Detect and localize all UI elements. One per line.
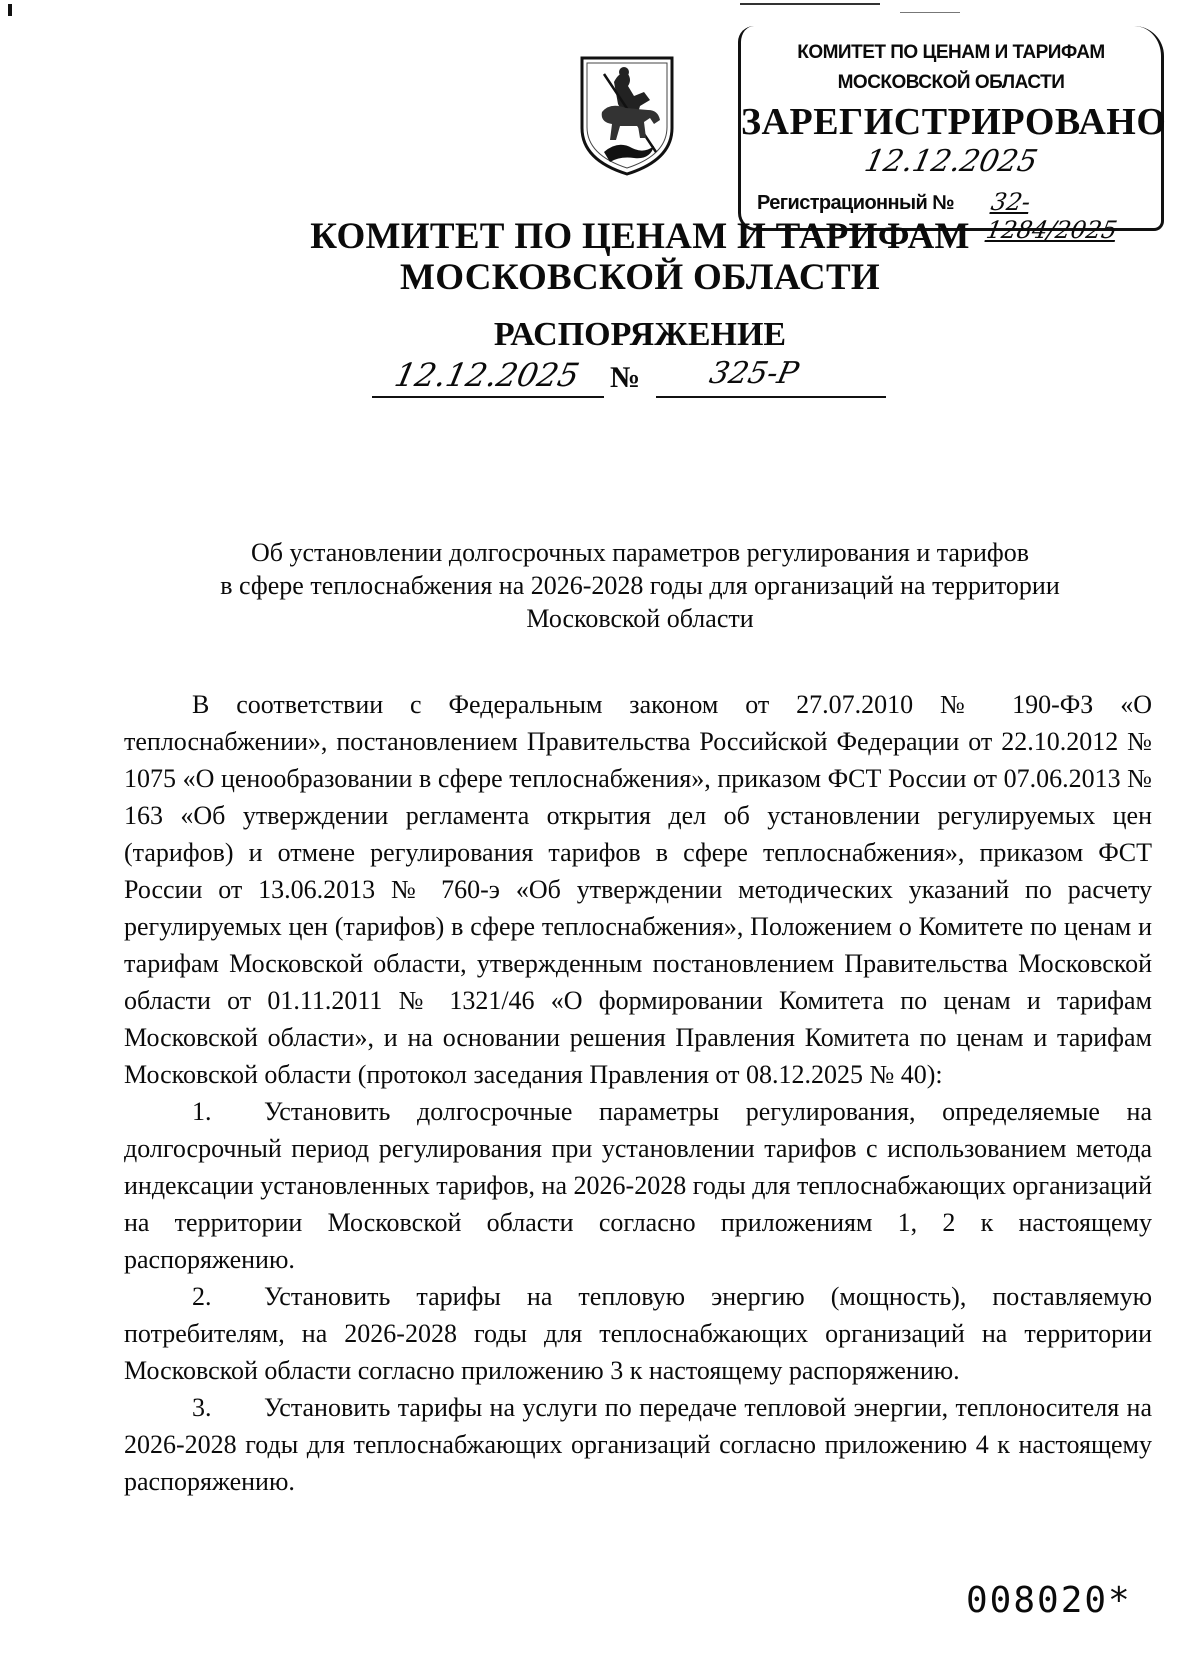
scan-line xyxy=(740,3,880,5)
clause-item xyxy=(124,1389,1152,1500)
moscow-region-coat-of-arms-icon xyxy=(574,52,680,178)
document-title xyxy=(150,536,1130,635)
clause-number: 3. xyxy=(192,1393,212,1422)
document-number: 325-Р xyxy=(706,356,802,391)
stamp-registered-label: ЗАРЕГИСТРИРОВАНО xyxy=(741,101,1167,143)
number-underline xyxy=(656,396,886,398)
org-name-line1: КОМИТЕТ ПО ЦЕНАМ И ТАРИФАМ xyxy=(310,216,970,257)
clause-text: Установить тарифы на услуги по передаче тепловой энергии, теплоносителя на 2026-2028 годы для теплоснабжающих организаций согласно приложению 4 к настоящему распоряжению. xyxy=(124,1393,1152,1496)
date-underline xyxy=(372,396,604,398)
title-line: Московской области xyxy=(526,604,754,633)
stamp-registration-number: 32-1284/2025 xyxy=(984,188,1120,244)
stamp-registration-label: Регистрационный № xyxy=(757,192,954,214)
document-date-number xyxy=(372,356,892,400)
org-name-line2: МОСКОВСКОЙ ОБЛАСТИ xyxy=(399,257,881,298)
stamp-org-line2: МОСКОВСКОЙ ОБЛАСТИ xyxy=(837,72,1065,93)
document-date: 12.12.2025 xyxy=(391,356,583,394)
form-serial-number: 008020* xyxy=(966,1580,1132,1621)
stamp-date: 12.12.2025 xyxy=(861,144,1041,179)
clause-text: Установить тарифы на тепловую энергию (мощность), поставляемую потребителям, на 2026-2028 годы для теплоснабжающих организаций на территории Московской области согласно приложению 3 к настоящему распоряжению. xyxy=(124,1282,1152,1385)
clause-item xyxy=(124,1093,1152,1278)
stamp-org-line1: КОМИТЕТ ПО ЦЕНАМ И ТАРИФАМ xyxy=(797,42,1105,63)
title-line: в сфере теплоснабжения на 2026-2028 годы для организаций на территории xyxy=(220,571,1060,600)
clause-item xyxy=(124,1278,1152,1389)
clause-text: Установить долгосрочные параметры регулирования, определяемые на долгосрочный период регулирования при установлении тарифов с использованием метода индексации установленных тарифов, на 2026-2028 годы для теплоснабжающих организаций на территории Московской области согласно приложениям 1, 2 к настоящему распоряжению. xyxy=(124,1097,1152,1274)
registration-stamp xyxy=(738,26,1167,244)
title-line: Об установлении долгосрочных параметров регулирования и тарифов xyxy=(250,538,1030,567)
document-type: РАСПОРЯЖЕНИЕ xyxy=(493,316,787,353)
number-sign: № xyxy=(610,361,641,394)
scan-line xyxy=(900,12,960,13)
clause-number: 1. xyxy=(192,1097,212,1126)
clause-number: 2. xyxy=(192,1282,212,1311)
document-body xyxy=(124,686,1152,1500)
preamble-paragraph: В соответствии с Федеральным законом от 27.07.2010 № 190-ФЗ «О теплоснабжении», постановлением Правительства Российской Федерации от 22.10.2012 № 1075 «О ценообразовании в сфере теплоснабжения», приказом ФСТ России от 07.06.2013 № 163 «Об утверждении регламента открытия дел об установлении регулируемых цен (тарифов) и отмене регулирования тарифов в сфере теплоснабжения», приказом ФСТ России от 13.06.2013 № 760-э «Об утверждении методических указаний по расчету регулируемых цен (тарифов) в сфере теплоснабжения», Положением о Комитете по ценам и тарифам Московской области, утвержденным постановлением Правительства Московской области от 01.11.2011 № 1321/46 «О формировании Комитета по ценам и тарифам Московской области», и на основании решения Правления Комитета по ценам и тарифам Московской области (протокол заседания Правления от 08.12.2025 № 40): xyxy=(124,690,1152,1089)
scan-mark xyxy=(8,4,12,16)
